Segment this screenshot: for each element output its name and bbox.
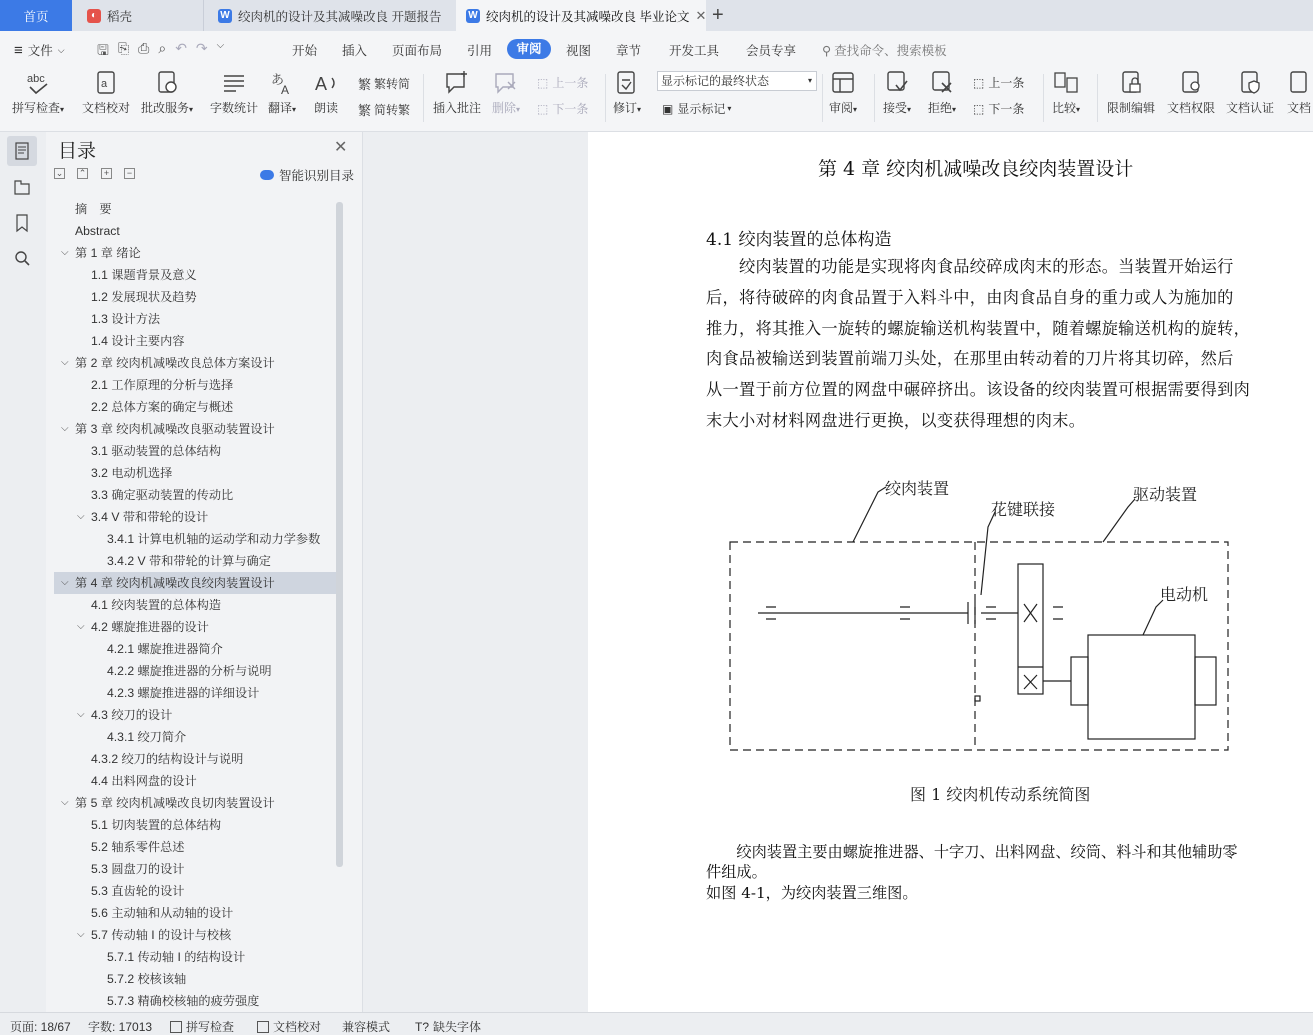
to-simplified-button[interactable] bbox=[358, 74, 410, 93]
tab-docer[interactable] bbox=[73, 0, 202, 31]
paragraph-line: 从一置于前方位置的网盘中碾碎挤出。该设备的绞肉装置可根据需要得到肉 bbox=[706, 380, 1251, 399]
toc-list bbox=[54, 198, 336, 1012]
pulley bbox=[1018, 564, 1043, 694]
ribbon-separator bbox=[822, 74, 823, 122]
menu-bar bbox=[0, 31, 1313, 66]
toc-item-label: 4.3 绞刀的设计 bbox=[91, 708, 173, 722]
spell-check-label: 拼写检查 bbox=[12, 101, 61, 115]
accept-label: 接受 bbox=[883, 101, 908, 115]
review-pane-icon bbox=[830, 70, 856, 96]
track-changes-icon bbox=[614, 70, 640, 96]
reject-icon bbox=[929, 70, 955, 96]
menu-start[interactable]: 开始 bbox=[292, 44, 318, 58]
menu-insert[interactable]: 插入 bbox=[342, 44, 368, 58]
paragraph2-line: 件组成。 bbox=[706, 863, 767, 881]
toc-item[interactable] bbox=[54, 330, 336, 352]
add-tab-icon[interactable]: + bbox=[712, 4, 724, 26]
show-markup-icon: ▣ bbox=[662, 101, 674, 116]
tab-proposal[interactable] bbox=[203, 0, 454, 31]
quick-access-toolbar bbox=[97, 40, 224, 64]
toc-item[interactable] bbox=[54, 484, 336, 506]
ribbon-separator bbox=[605, 74, 606, 122]
toc-item[interactable] bbox=[54, 814, 336, 836]
toc-item-label: 5.3 圆盘刀的设计 bbox=[91, 862, 185, 876]
toc-item[interactable] bbox=[54, 924, 336, 946]
prev-comment-label: 上一条 bbox=[552, 76, 589, 90]
toc-item[interactable] bbox=[54, 836, 336, 858]
toc-item[interactable] bbox=[54, 396, 336, 418]
status-proofread[interactable] bbox=[257, 1018, 321, 1035]
chevron-down-icon: ⌵ bbox=[57, 44, 65, 55]
tab-home-label: 首页 bbox=[23, 9, 49, 24]
chevron-down-icon: ▾ bbox=[516, 105, 521, 114]
leader-mincer bbox=[853, 487, 886, 542]
toc-item-label: 5.7.1 传动轴 I 的结构设计 bbox=[107, 950, 246, 964]
word-count-button[interactable] bbox=[210, 70, 258, 116]
certificate-icon bbox=[1237, 70, 1263, 96]
toc-item-label: 3.1 驱动装置的总体结构 bbox=[91, 444, 222, 458]
paragraph-line: 后，将待破碎的肉食品置于入料斗中，由肉食品自身的重力或人为施加的 bbox=[706, 288, 1234, 307]
toc-item[interactable] bbox=[54, 682, 336, 704]
toc-item[interactable] bbox=[54, 858, 336, 880]
navigation-icon bbox=[7, 172, 37, 202]
toc-title: 目录 bbox=[58, 141, 97, 162]
doc-permission-label: 文档权限 bbox=[1167, 101, 1216, 115]
label-drive: 驱动装置 bbox=[1133, 485, 1198, 504]
chevron-down-icon: ▾ bbox=[60, 105, 65, 114]
show-markup-button[interactable] bbox=[662, 100, 731, 117]
toc-rail-button[interactable] bbox=[7, 136, 37, 166]
nav-rail-button[interactable] bbox=[7, 172, 37, 205]
chevron-down-icon[interactable]: ⌵ bbox=[77, 621, 85, 632]
collapse-all-icon[interactable]: ⌄ bbox=[55, 168, 64, 178]
toc-item[interactable] bbox=[54, 528, 336, 550]
prev-comment-icon: ⬚ bbox=[537, 75, 549, 90]
toc-item[interactable] bbox=[54, 990, 336, 1012]
toc-item-label: 第 2 章 绞肉机减噪改良总体方案设计 bbox=[75, 356, 275, 370]
doc-cert-button[interactable] bbox=[1226, 70, 1274, 116]
command-search[interactable] bbox=[822, 41, 947, 59]
delete-comment-button[interactable] bbox=[492, 70, 520, 116]
prev-change-icon: ⬚ bbox=[973, 75, 985, 90]
toc-item[interactable] bbox=[54, 792, 336, 814]
toc-item-label: 2.2 总体方案的确定与概述 bbox=[91, 400, 234, 414]
toc-item[interactable] bbox=[54, 748, 336, 770]
reject-label: 拒绝 bbox=[928, 101, 953, 115]
chevron-down-icon[interactable]: ⌵ bbox=[61, 423, 69, 434]
toc-item[interactable] bbox=[54, 726, 336, 748]
toc-item-label: 第 4 章 绞肉机减噪改良绞肉装置设计 bbox=[75, 576, 275, 590]
next-change-button[interactable] bbox=[973, 100, 1024, 117]
leader-spline bbox=[981, 512, 995, 595]
missing-font[interactable] bbox=[415, 1018, 481, 1035]
doc-proofread-label: 文档校对 bbox=[82, 101, 131, 115]
compare-label: 比较 bbox=[1052, 101, 1077, 115]
file-menu-label: 文件 bbox=[27, 44, 53, 58]
spell-check-button[interactable] bbox=[12, 70, 64, 116]
chevron-down-icon: ▾ bbox=[952, 105, 957, 114]
svg-text:あ: あ bbox=[271, 73, 285, 88]
page-indicator[interactable]: 页面: 18/67 bbox=[10, 1020, 71, 1034]
missing-font-label: 缺失字体 bbox=[433, 1020, 482, 1034]
chevron-down-icon[interactable]: ⌵ bbox=[77, 511, 85, 522]
font-warning-icon: T? bbox=[415, 1019, 430, 1034]
prev-change-button[interactable] bbox=[973, 74, 1024, 91]
toc-item[interactable] bbox=[54, 572, 336, 594]
left-rail bbox=[0, 132, 45, 1012]
more-icon[interactable]: ⌵ bbox=[216, 40, 225, 51]
output-icon[interactable]: ⎘ bbox=[117, 40, 130, 56]
delete-comment-label: 删除 bbox=[492, 101, 517, 115]
toc-panel bbox=[46, 132, 363, 1012]
translate-button[interactable] bbox=[268, 70, 296, 116]
toc-item-label: 4.2 螺旋推进器的设计 bbox=[91, 620, 209, 634]
search-icon: ⚲ bbox=[822, 43, 832, 58]
word-doc-icon: W bbox=[218, 9, 232, 23]
next-change-icon: ⬚ bbox=[973, 101, 985, 116]
prev-comment-button[interactable] bbox=[537, 74, 588, 91]
paragraph2-line: 如图 4-1，为绞肉装置三维图。 bbox=[706, 884, 918, 902]
toc-item-label: 1.4 设计主要内容 bbox=[91, 334, 185, 348]
status-spell-label: 拼写检查 bbox=[186, 1020, 235, 1034]
to-traditional-label: 简转繁 bbox=[374, 103, 411, 117]
tab-bar bbox=[0, 0, 1313, 31]
word-count-indicator[interactable]: 字数: 17013 bbox=[88, 1020, 153, 1034]
translate-icon bbox=[269, 70, 295, 96]
toc-item[interactable] bbox=[54, 968, 336, 990]
checkbox-icon bbox=[257, 1021, 269, 1033]
toc-item-label: 3.4 V 带和带轮的设计 bbox=[91, 510, 209, 524]
insert-comment-label: 插入批注 bbox=[433, 101, 482, 115]
toc-item-label: 第 3 章 绞肉机减噪改良驱动装置设计 bbox=[75, 422, 275, 436]
paragraph2-line: 绞肉装置主要由螺旋推进器、十字刀、出料网盘、绞筒、料斗和其他辅助零 bbox=[706, 843, 1238, 861]
leader-drive bbox=[1103, 499, 1135, 542]
permission-icon bbox=[1178, 70, 1204, 96]
trad-to-simp-icon: 繁 bbox=[358, 77, 372, 92]
expand-up-icon[interactable]: ⌃ bbox=[78, 168, 87, 178]
toc-item[interactable] bbox=[54, 352, 336, 374]
toc-item[interactable] bbox=[54, 946, 336, 968]
toc-item[interactable] bbox=[54, 506, 336, 528]
toc-item-label: 摘 要 bbox=[75, 202, 112, 216]
tab-thesis[interactable] bbox=[456, 0, 706, 31]
chapter-heading: 第 4 章 绞肉机减噪改良绞肉装置设计 bbox=[818, 158, 1134, 180]
toc-item[interactable] bbox=[54, 880, 336, 902]
track-changes-label: 修订 bbox=[613, 101, 638, 115]
read-aloud-label: 朗读 bbox=[313, 101, 338, 115]
lock-icon bbox=[1118, 70, 1144, 96]
paragraph-line: 绞肉装置的功能是实现将肉食品绞碎成肉末的形态。当装置开始运行 bbox=[706, 257, 1234, 276]
search-icon bbox=[7, 244, 37, 274]
toc-item-label: 3.2 电动机选择 bbox=[91, 466, 173, 480]
label-mincer: 绞肉装置 bbox=[885, 479, 950, 498]
transmission-diagram bbox=[723, 467, 1233, 767]
paragraph-line: 末大小对材料网盘进行更换，以变获得理想的肉末。 bbox=[706, 411, 1086, 430]
toc-item-label: 2.1 工作原理的分析与选择 bbox=[91, 378, 234, 392]
doc-proofread-button[interactable] bbox=[82, 70, 130, 116]
toc-item[interactable] bbox=[54, 770, 336, 792]
toc-item-label: 5.3 直齿轮的设计 bbox=[91, 884, 185, 898]
toc-item-label: 4.3.2 绞刀的结构设计与说明 bbox=[91, 752, 244, 766]
status-spell-check[interactable] bbox=[170, 1018, 234, 1035]
chevron-down-icon: ▾ bbox=[807, 76, 812, 85]
ribbon-separator bbox=[874, 74, 875, 122]
expand-icon[interactable]: + bbox=[101, 168, 112, 179]
chevron-down-icon[interactable]: ⌵ bbox=[77, 929, 85, 940]
menu-developer[interactable]: 开发工具 bbox=[669, 44, 720, 58]
menu-review[interactable]: 审阅 bbox=[507, 39, 551, 59]
simp-to-trad-icon: 繁 bbox=[358, 103, 372, 118]
figure-caption: 图 1 绞肉机传动系统简图 bbox=[910, 785, 1091, 804]
ribbon-separator bbox=[1043, 74, 1044, 122]
command-search-placeholder: 查找命令、搜索模板 bbox=[834, 44, 947, 58]
next-comment-label: 下一条 bbox=[552, 102, 589, 116]
tab-thesis-label: 绞肉机的设计及其减噪改良 毕业论文 bbox=[486, 9, 690, 24]
document-page[interactable] bbox=[588, 132, 1313, 1012]
paragraph-line: 肉食品被输送到装置前端刀头处，在那里由转动着的刀片将其切碎，然后 bbox=[706, 349, 1234, 368]
word-doc-icon: W bbox=[466, 9, 480, 23]
smart-toc-icon bbox=[260, 170, 274, 180]
tab-proposal-label: 绞肉机的设计及其减噪改良 开题报告 bbox=[238, 9, 442, 24]
toc-item[interactable] bbox=[54, 660, 336, 682]
checkbox-icon bbox=[170, 1021, 182, 1033]
spell-check-icon bbox=[25, 70, 51, 96]
doc-more-label: 文档 bbox=[1286, 101, 1311, 115]
toc-item-label: 4.2.3 螺旋推进器的详细设计 bbox=[107, 686, 260, 700]
toc-icon bbox=[7, 136, 37, 166]
toc-item[interactable] bbox=[54, 242, 336, 264]
word-count-label: 字数统计 bbox=[210, 101, 259, 115]
track-changes-button[interactable] bbox=[613, 70, 641, 116]
toc-item-label: 5.7.2 校核该轴 bbox=[107, 972, 187, 986]
print-preview-icon[interactable]: ⌕ bbox=[158, 40, 167, 56]
toc-item-label: 4.1 绞肉装置的总体构造 bbox=[91, 598, 222, 612]
toc-item-label: 第 5 章 绞肉机减噪改良切肉装置设计 bbox=[75, 796, 275, 810]
motor-body bbox=[1088, 635, 1195, 739]
toc-item[interactable] bbox=[54, 308, 336, 330]
to-simplified-label: 繁转简 bbox=[374, 77, 411, 91]
section-heading: 4.1 绞肉装置的总体构造 bbox=[706, 230, 892, 250]
search-rail-button[interactable] bbox=[7, 244, 37, 277]
chevron-down-icon: ▾ bbox=[1076, 105, 1081, 114]
restrict-edit-button[interactable] bbox=[1107, 70, 1155, 116]
toc-item-label: 5.2 轴系零件总述 bbox=[91, 840, 185, 854]
toc-item-label: 5.1 切肉装置的总体结构 bbox=[91, 818, 222, 832]
toc-item[interactable] bbox=[54, 594, 336, 616]
tab-docer-label: 稻壳 bbox=[107, 9, 133, 24]
toc-item-label: 1.1 课题背景及意义 bbox=[91, 268, 197, 282]
label-motor: 电动机 bbox=[1160, 585, 1209, 604]
word-count-icon bbox=[221, 70, 247, 96]
doc-more-button[interactable] bbox=[1286, 70, 1312, 116]
document-icon bbox=[1286, 70, 1312, 96]
toc-item[interactable] bbox=[54, 550, 336, 572]
toc-item[interactable] bbox=[54, 440, 336, 462]
chevron-down-icon[interactable]: ⌵ bbox=[77, 709, 85, 720]
delete-comment-icon bbox=[493, 70, 519, 96]
toc-item-label: 4.4 出料网盘的设计 bbox=[91, 774, 197, 788]
chevron-down-icon[interactable]: ⌵ bbox=[61, 357, 69, 368]
toc-item[interactable] bbox=[54, 638, 336, 660]
markup-state-value: 显示标记的最终状态 bbox=[661, 74, 770, 88]
reject-button[interactable] bbox=[928, 70, 956, 116]
menu-member[interactable]: 会员专享 bbox=[746, 44, 797, 58]
print-icon[interactable]: ⎙ bbox=[138, 40, 150, 56]
toc-item-label: 4.3.1 绞刀简介 bbox=[107, 730, 187, 744]
toc-item[interactable] bbox=[54, 198, 336, 220]
review-pane-button[interactable] bbox=[829, 70, 857, 116]
compat-mode[interactable]: 兼容模式 bbox=[342, 1020, 391, 1034]
toc-item-label: 3.3 确定驱动装置的传动比 bbox=[91, 488, 234, 502]
svg-text:abc: abc bbox=[27, 73, 45, 85]
toc-item[interactable] bbox=[54, 286, 336, 308]
accept-icon bbox=[884, 70, 910, 96]
batch-service-button[interactable] bbox=[141, 70, 193, 116]
next-change-label: 下一条 bbox=[988, 102, 1025, 116]
toc-item[interactable] bbox=[54, 220, 336, 242]
toc-item-label: 第 1 章 绪论 bbox=[75, 246, 141, 260]
review-pane-label: 审阅 bbox=[829, 101, 854, 115]
status-proof-label: 文档校对 bbox=[273, 1020, 322, 1034]
ribbon-separator bbox=[1097, 74, 1098, 122]
show-markup-label: 显示标记 bbox=[677, 102, 726, 116]
batch-service-label: 批改服务 bbox=[141, 101, 190, 115]
svg-text:a: a bbox=[101, 78, 108, 90]
prev-change-label: 上一条 bbox=[988, 76, 1025, 90]
toc-item-label: Abstract bbox=[75, 224, 120, 238]
svg-text:A: A bbox=[281, 83, 290, 96]
accept-button[interactable] bbox=[883, 70, 911, 116]
chevron-down-icon: ▾ bbox=[189, 105, 194, 114]
menu-page-layout[interactable]: 页面布局 bbox=[392, 44, 443, 58]
chevron-down-icon: ▾ bbox=[637, 105, 642, 114]
insert-comment-button[interactable] bbox=[433, 70, 481, 116]
read-aloud-icon bbox=[313, 70, 339, 96]
chevron-down-icon[interactable]: ⌵ bbox=[61, 247, 69, 258]
toc-item-label: 1.3 设计方法 bbox=[91, 312, 161, 326]
toc-item[interactable] bbox=[54, 462, 336, 484]
batch-service-icon bbox=[154, 70, 180, 96]
chevron-down-icon[interactable]: ⌵ bbox=[61, 577, 69, 588]
toc-item-label: 5.7 传动轴 I 的设计与校核 bbox=[91, 928, 232, 942]
docer-icon: ◐ bbox=[87, 9, 101, 23]
status-bar bbox=[0, 1012, 1313, 1035]
bookmark-rail-button[interactable] bbox=[7, 208, 37, 241]
label-spline: 花键联接 bbox=[991, 500, 1056, 519]
toc-item-label: 3.4.1 计算电机轴的运动学和动力学参数 bbox=[107, 532, 321, 546]
compare-icon bbox=[1053, 70, 1079, 96]
toc-item[interactable] bbox=[54, 902, 336, 924]
menu-references[interactable]: 引用 bbox=[467, 44, 493, 58]
paragraph-line: 推力，将其推入一旋转的螺旋输送机构装置中，随着螺旋输送机构的旋转， bbox=[706, 319, 1251, 338]
redo-icon[interactable]: ↷ bbox=[195, 40, 208, 56]
toc-item-label: 1.2 发展现状及趋势 bbox=[91, 290, 197, 304]
bookmark-icon bbox=[7, 208, 37, 238]
undo-icon[interactable]: ↶ bbox=[175, 40, 187, 56]
chevron-down-icon: ▾ bbox=[727, 104, 732, 113]
ribbon-review bbox=[0, 66, 1313, 132]
toc-item-label: 5.7.3 精确校核轴的疲劳强度 bbox=[107, 994, 260, 1008]
restrict-edit-label: 限制编辑 bbox=[1107, 101, 1156, 115]
toc-item[interactable] bbox=[54, 264, 336, 286]
collapse-icon[interactable]: − bbox=[124, 168, 135, 179]
menu-view[interactable]: 视图 bbox=[566, 44, 592, 58]
ribbon-separator bbox=[423, 74, 424, 122]
toc-item-label: 4.2.1 螺旋推进器简介 bbox=[107, 642, 223, 656]
smart-toc-label: 智能识别目录 bbox=[279, 169, 355, 183]
toc-item[interactable] bbox=[54, 616, 336, 638]
chevron-down-icon: ▾ bbox=[907, 105, 912, 114]
chevron-down-icon: ▾ bbox=[292, 105, 297, 114]
svg-text:A: A bbox=[315, 74, 328, 94]
menu-chapter[interactable]: 章节 bbox=[616, 44, 642, 58]
compare-button[interactable] bbox=[1052, 70, 1080, 116]
smart-toc-button[interactable] bbox=[260, 166, 354, 184]
chevron-down-icon: ▾ bbox=[853, 105, 858, 114]
toc-item-label: 3.4.2 V 带和带轮的计算与确定 bbox=[107, 554, 271, 568]
save-icon[interactable]: 🖫 bbox=[97, 42, 109, 58]
close-icon[interactable]: ✕ bbox=[695, 7, 706, 23]
chevron-down-icon[interactable]: ⌵ bbox=[61, 797, 69, 808]
hamburger-icon: ≡ bbox=[14, 41, 23, 59]
to-traditional-button[interactable] bbox=[358, 100, 410, 119]
toc-item[interactable] bbox=[54, 374, 336, 396]
next-comment-icon: ⬚ bbox=[537, 101, 549, 116]
markup-state-select[interactable] bbox=[657, 71, 817, 91]
proofread-icon bbox=[93, 70, 119, 96]
toc-item-label: 5.6 主动轴和从动轴的设计 bbox=[91, 906, 234, 920]
leader-motor bbox=[1143, 600, 1163, 635]
translate-label: 翻译 bbox=[268, 101, 293, 115]
file-menu[interactable] bbox=[14, 41, 65, 59]
toc-item-label: 4.2.2 螺旋推进器的分析与说明 bbox=[107, 664, 272, 678]
toc-item[interactable] bbox=[54, 704, 336, 726]
doc-cert-label: 文档认证 bbox=[1226, 101, 1275, 115]
doc-permission-button[interactable] bbox=[1167, 70, 1215, 116]
toc-item[interactable] bbox=[54, 418, 336, 440]
toc-scrollbar[interactable] bbox=[336, 202, 343, 867]
close-icon[interactable]: ✕ bbox=[334, 139, 348, 156]
next-comment-button[interactable] bbox=[537, 100, 588, 117]
housing-outline bbox=[730, 542, 1228, 750]
read-aloud-button[interactable] bbox=[313, 70, 339, 116]
insert-comment-icon bbox=[444, 70, 470, 96]
tab-home[interactable] bbox=[0, 0, 72, 31]
